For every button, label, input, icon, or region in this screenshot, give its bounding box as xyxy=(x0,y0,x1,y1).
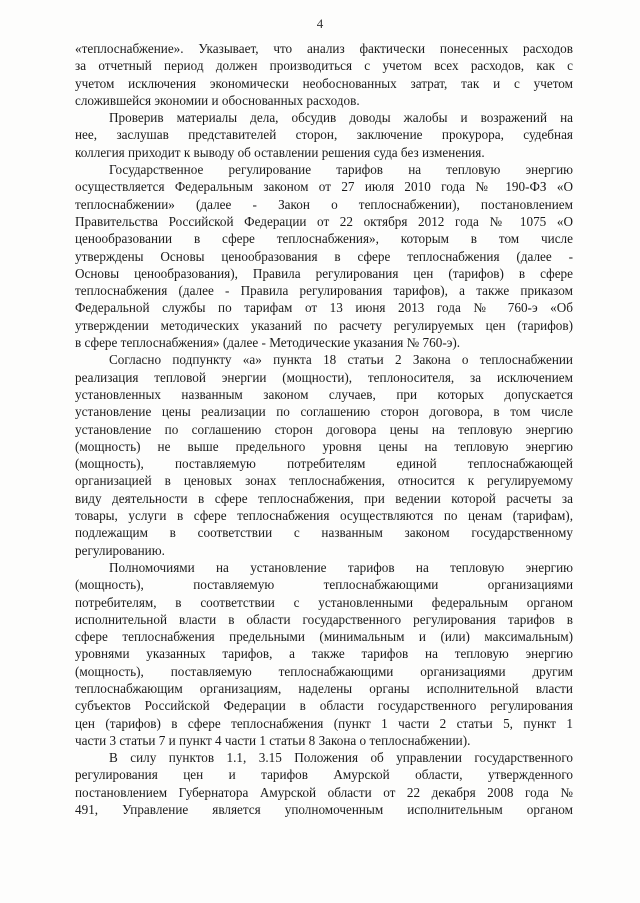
text-line: сложившейся экономии и обоснованных расходов. xyxy=(75,92,360,108)
text-line: потребителям, в соответствии с установленными федеральным органом xyxy=(75,594,573,610)
text-line: нее, заслушав представителей сторон, заключение прокурора, судебная xyxy=(75,127,573,143)
text-line: теплоснабжении» (далее - Закон о теплоснабжении), постановлением xyxy=(75,196,573,212)
text-line: утверждены Основы ценообразования в сфере теплоснабжения (далее - xyxy=(75,248,573,264)
text-line: товары, услуги в сфере теплоснабжения осуществляются по ценам (тарифам), xyxy=(75,508,573,524)
text-line: теплоснабжающим организациям, наделены органы исполнительной власти xyxy=(75,680,573,696)
text-line: цен (тарифов) в сфере теплоснабжения (пункт 1 части 2 статьи 5, пункт 1 xyxy=(75,715,573,731)
document-body xyxy=(75,40,573,818)
text-line: реализация тепловой энергии (мощности), теплоносителя, за исключением xyxy=(75,369,573,385)
text-line: виду деятельности в сфере теплоснабжения, при ведении которой расчеты за xyxy=(75,490,573,506)
text-line: коллегия приходит к выводу об оставлении решения суда без изменения. xyxy=(75,144,485,160)
text-line: Правительства Российской Федерации от 22 октября 2012 года № 1075 «О xyxy=(75,213,573,229)
text-line: регулированию. xyxy=(75,542,165,558)
text-line: сфере теплоснабжения предельными (минимальным и (или) максимальным) xyxy=(75,629,573,645)
text-line: осуществляется Федеральным законом от 27 июля 2010 года № 190-ФЗ «О xyxy=(75,179,573,195)
text-line: за отчетный период должен производиться с учетом всех расходов, как с xyxy=(75,58,573,74)
text-line: «теплоснабжение». Указывает, что анализ фактически понесенных расходов xyxy=(75,41,573,56)
paragraph-3 xyxy=(75,161,573,351)
paragraph-6 xyxy=(75,749,573,818)
text-line: субъектов Российской Федерации в области государственного регулирования xyxy=(75,698,573,714)
text-line: Основы ценообразования), Правила регулирования цен (тарифов) в сфере xyxy=(75,265,573,281)
paragraph-4 xyxy=(75,351,573,559)
text-line: ценообразовании в сфере теплоснабжения», которым в том числе xyxy=(75,231,573,247)
text-line: установление цены реализации по соглашению сторон договора, в том числе xyxy=(75,404,573,420)
text-line: постановлением Губернатора Амурской области от 22 декабря 2008 года № xyxy=(75,784,573,800)
text-line: утверждении методических указаний по расчету регулируемых цен (тарифов) xyxy=(75,317,573,333)
page-number: 4 xyxy=(316,16,324,31)
text-line: организацией в ценовых зонах теплоснабжения, относится к регулируемому xyxy=(75,473,573,489)
text-line: (мощность), поставляемую потребителям единой теплоснабжающей xyxy=(75,456,573,472)
text-line: Государственное регулирование тарифов на тепловую энергию xyxy=(109,162,573,178)
text-line: (мощность), поставляемую теплоснабжающими организациями другим xyxy=(75,663,573,679)
paragraph-5 xyxy=(75,559,573,749)
text-line: части 3 статьи 7 и пункт 4 части 1 статьи 8 Закона о теплоснабжении). xyxy=(75,732,471,748)
text-line: теплоснабжения (далее - Правила регулирования тарифов), а также приказом xyxy=(75,283,573,299)
text-line: Согласно подпункту «а» пункта 18 статьи 2 Закона о теплоснабжении xyxy=(109,352,573,368)
text-line: 491, Управление является уполномоченным исполнительным органом xyxy=(75,802,573,818)
text-line: В силу пунктов 1.1, 3.15 Положения об управлении государственного xyxy=(109,750,573,766)
text-line: (мощность) не выше предельного уровня цены на тепловую энергию xyxy=(75,438,573,454)
text-line: установленных названным законом случаев, при которых допускается xyxy=(75,386,573,402)
text-line: учетом исключения экономически необоснованных затрат, так и с учетом xyxy=(75,75,573,91)
text-line: исполнительной власти в области государственного регулирования тарифов в xyxy=(75,611,573,627)
text-line: подлежащим в соответствии с названным законом государственному xyxy=(75,525,573,541)
paragraph-2 xyxy=(75,109,573,161)
text-line: Федеральной службы по тарифам от 13 июня 2013 года № 760-э «Об xyxy=(75,300,573,316)
text-line: регулирования цен и тарифов Амурской области, утвержденного xyxy=(75,767,573,783)
paragraph-1 xyxy=(75,40,573,109)
text-line: Проверив материалы дела, обсудив доводы жалобы и возражений на xyxy=(109,110,573,126)
text-line: в сфере теплоснабжения» (далее - Методические указания № 760-э). xyxy=(75,335,461,351)
text-line: установление по соглашению сторон договора цены на тепловую энергию xyxy=(75,421,573,437)
text-line: Полномочиями на установление тарифов на тепловую энергию xyxy=(109,559,573,575)
text-line: уровнями указанных тарифов, а также тарифов на тепловую энергию xyxy=(75,646,573,662)
text-line: (мощность), поставляемую теплоснабжающими организациями xyxy=(75,577,573,593)
